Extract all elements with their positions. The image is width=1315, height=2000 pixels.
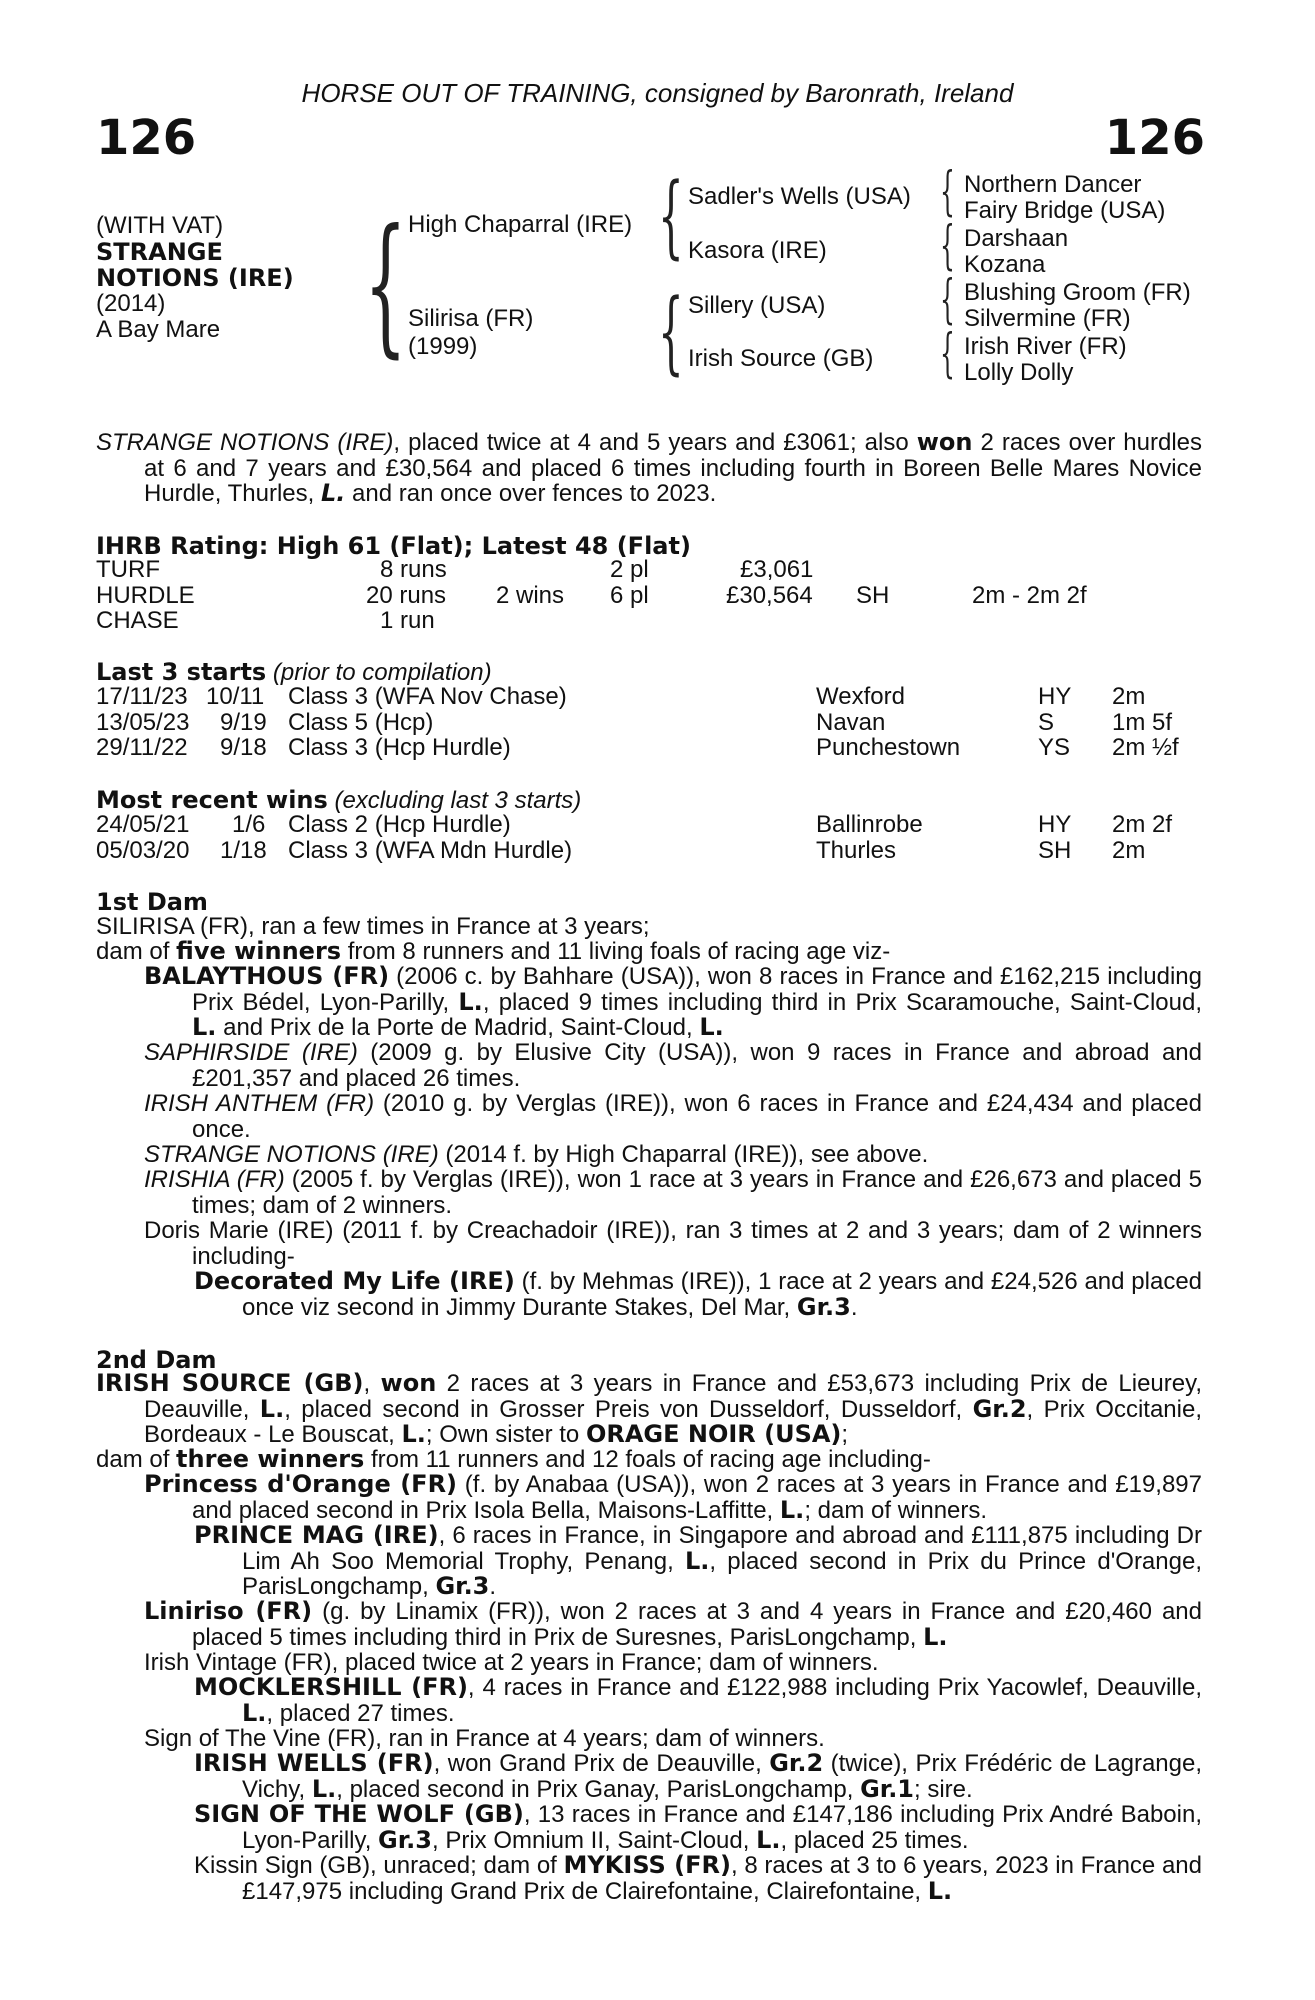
dam2-record xyxy=(96,1371,1202,1448)
cell: Thurles xyxy=(816,836,897,864)
progeny-name: BALAYTHOUS (FR) xyxy=(144,962,390,990)
horse-description: A Bay Mare xyxy=(96,316,221,343)
cell: 2m xyxy=(1112,836,1146,864)
listed-mark: L. xyxy=(259,1394,285,1423)
group-mark: Gr.2 xyxy=(769,1749,824,1777)
cell: 1/18 xyxy=(220,836,267,864)
cell: TURF xyxy=(96,556,160,583)
text: , placed 9 times including third in Prix Scaramouche, Saint-Cloud, xyxy=(482,988,1203,1016)
progeny-entry xyxy=(96,1091,1202,1142)
winners-count: five winners xyxy=(176,937,342,965)
text: , 4 races in France and £122,988 including Prix Yacowlef, Deauville, xyxy=(467,1674,1203,1701)
gg-7: Irish River (FR) xyxy=(964,333,1127,360)
progeny-entry xyxy=(96,1675,1202,1726)
cell: 29/11/22 xyxy=(96,734,188,761)
cell: Wexford xyxy=(816,683,905,710)
cell: Class 3 (WFA Mdn Hurdle) xyxy=(288,836,573,864)
cell: 10/11 xyxy=(206,683,265,710)
group-mark: Gr.3 xyxy=(796,1292,851,1321)
text: , placed second in Prix du Prince d'Orange, ParisLongchamp, xyxy=(242,1547,1202,1600)
cell: CHASE xyxy=(96,607,179,634)
lot-number-right: 126 xyxy=(1104,110,1205,166)
listed-mark: L. xyxy=(927,1876,953,1905)
text: , Prix Occitanie, Bordeaux - Le Bouscat, xyxy=(144,1395,1203,1448)
gg-5: Blushing Groom (FR) xyxy=(964,279,1191,306)
progeny-name: SIGN OF THE WOLF (GB) xyxy=(194,1800,524,1828)
cell: HURDLE xyxy=(96,581,195,609)
text: , placed second in Prix Ganay, ParisLongchamp, xyxy=(336,1775,861,1803)
cell: 1 run xyxy=(380,607,435,634)
progeny-name: MYKISS (FR) xyxy=(563,1851,731,1879)
cell: 1m 5f xyxy=(1112,708,1173,736)
progeny-name: Princess d'Orange (FR) xyxy=(144,1470,458,1498)
text: (f. by Mehmas (IRE)), 1 race at 2 years and £24,526 and placed once viz second in Jimmy Durante Stakes, Del Mar, xyxy=(242,1268,1203,1321)
progeny-name: PRINCE MAG (IRE) xyxy=(194,1521,439,1549)
text: . xyxy=(489,1573,497,1600)
horse-name-line1: STRANGE xyxy=(96,238,223,266)
progeny-entry xyxy=(96,1040,1202,1091)
dam-dam: Irish Source (GB) xyxy=(688,345,874,372)
progeny-name: IRISH WELLS (FR) xyxy=(194,1749,434,1777)
progeny-entry: Irish Vintage (FR), placed twice at 2 years in France; dam of winners. xyxy=(144,1649,879,1676)
progeny-name: IRISHIA (FR) xyxy=(144,1166,285,1193)
dam2-produce-line xyxy=(96,1447,1202,1473)
summary-text: 2 races over hurdles at 6 and 7 years and £30,564 and placed 6 times including fourth in Boreen Belle Mares Novice Hurdle, Thurles, xyxy=(144,429,1202,507)
progeny-entry xyxy=(96,1751,1202,1802)
summary-name: STRANGE NOTIONS (IRE) xyxy=(96,429,394,456)
cell: Punchestown xyxy=(816,734,961,761)
text: (g. by Linamix (FR)), won 2 races at 3 and 4 years in France and £20,460 and placed 5 times including third in Prix de Suresnes, ParisLongchamp, xyxy=(192,1598,1202,1651)
gg-3: Darshaan xyxy=(964,225,1069,252)
cell: SH xyxy=(856,581,890,609)
text: (2014 f. by High Chaparral (IRE)), see above. xyxy=(438,1141,929,1168)
text: dam of xyxy=(96,938,177,965)
listed-mark: L. xyxy=(699,1013,724,1041)
vat-note: (WITH VAT) xyxy=(96,212,224,239)
text: , placed 25 times. xyxy=(780,1826,969,1854)
progeny-name: IRISH ANTHEM (FR) xyxy=(144,1090,375,1117)
cell: Navan xyxy=(816,708,886,736)
progeny-entry xyxy=(96,1802,1202,1853)
text: (2006 c. by Bahhare (USA)), won 8 races in France and £162,215 including Prix Bédel, Lyon-Parilly, xyxy=(192,963,1202,1016)
text: , 8 races at 3 to 6 years, 2023 in France and £147,975 including Grand Prix de Clairefontaine, Clairefontaine, xyxy=(242,1852,1202,1905)
cell: 13/05/23 xyxy=(96,708,190,736)
text: Kissin Sign (GB), unraced; dam of xyxy=(194,1852,564,1879)
cell: 2 pl xyxy=(610,556,649,583)
progeny-entry: Sign of The Vine (FR), ran in France at 4 years; dam of winners. xyxy=(144,1725,825,1752)
pedigree-brace: { xyxy=(940,216,955,276)
cell: 8 runs xyxy=(380,556,447,583)
progeny-entry xyxy=(96,1269,1202,1320)
cell: S xyxy=(1038,708,1055,736)
dam2-heading: 2nd Dam xyxy=(96,1346,217,1374)
cell: 6 pl xyxy=(610,581,649,609)
text: , won Grand Prix de Deauville, xyxy=(433,1750,770,1777)
page-header: HORSE OUT OF TRAINING, consigned by Baronrath, Ireland xyxy=(301,78,1014,108)
rating-heading: IHRB Rating: High 61 (Flat); Latest 48 (Flat) xyxy=(96,532,691,560)
progeny-name: SAPHIRSIDE (IRE) xyxy=(144,1039,358,1066)
won-mark: won xyxy=(380,1369,437,1397)
listed-mark: L. xyxy=(242,1698,267,1727)
listed-mark: L. xyxy=(684,1546,710,1575)
text: , 13 races in France and £147,186 including Prix André Baboin, Lyon-Parilly, xyxy=(242,1801,1203,1854)
dam-year: (1999) xyxy=(408,333,478,360)
text: (2010 g. by Verglas (IRE)), won 6 races in France and £24,434 and placed once. xyxy=(192,1090,1202,1143)
dam1-line2 xyxy=(96,939,1202,965)
progeny-entry xyxy=(96,1853,1202,1904)
horse-identity xyxy=(96,213,294,343)
progeny-entry xyxy=(96,1523,1202,1600)
cell: Class 5 (Hcp) xyxy=(288,708,434,736)
text: , xyxy=(363,1370,381,1397)
listed-mark: L. xyxy=(923,1622,948,1651)
listed-mark: L. xyxy=(320,479,346,507)
pedigree-brace: { xyxy=(658,164,684,269)
dam2-name: IRISH SOURCE (GB) xyxy=(96,1369,364,1397)
gg-1: Northern Dancer xyxy=(964,171,1142,198)
text: , 6 races in France, in Singapore and abroad and £111,875 including Dr Lim Ah Soo Memorial Trophy, Penang, xyxy=(242,1522,1202,1575)
cell: Ballinrobe xyxy=(816,811,923,838)
dam1-line1: SILIRISA (FR), ran a few times in France at 3 years; xyxy=(96,913,650,940)
group-mark: Gr.2 xyxy=(972,1394,1027,1423)
cell: HY xyxy=(1038,811,1072,838)
winners-count: three winners xyxy=(176,1445,365,1473)
progeny-name: Liniriso (FR) xyxy=(144,1597,313,1625)
lot-number-left: 126 xyxy=(96,110,197,166)
cell: Class 3 (WFA Nov Chase) xyxy=(288,683,567,710)
pedigree-brace: { xyxy=(364,198,407,372)
horse-year: (2014) xyxy=(96,290,166,317)
cell: HY xyxy=(1038,683,1072,710)
cell: 9/18 xyxy=(220,734,267,761)
cell: 1/6 xyxy=(232,811,266,838)
listed-mark: L. xyxy=(458,987,483,1016)
group-mark: Gr.1 xyxy=(860,1774,915,1803)
progeny-name: Decorated My Life (IRE) xyxy=(194,1267,515,1295)
cell: YS xyxy=(1038,734,1071,761)
dam-sire: Sillery (USA) xyxy=(688,292,826,319)
heading-text: Last 3 starts xyxy=(96,658,267,686)
summary-won: won xyxy=(916,428,973,456)
summary-text: , placed twice at 4 and 5 years and £3061; also xyxy=(393,429,917,456)
text: (f. by Anabaa (USA)), won 2 races at 3 years in France and £19,897 and placed second in Prix Isola Bella, Maisons-Laffitte, xyxy=(192,1471,1203,1524)
heading-note: (excluding last 3 starts) xyxy=(334,787,582,814)
cell: 2m 2f xyxy=(1112,811,1173,838)
progeny-entry xyxy=(96,1472,1202,1523)
group-mark: Gr.3 xyxy=(435,1572,490,1600)
cell: 17/11/23 xyxy=(96,683,188,710)
cell: £30,564 xyxy=(726,581,813,609)
progeny-entry xyxy=(96,1142,1202,1168)
sire-sire: Sadler's Wells (USA) xyxy=(688,183,911,210)
text: ; Own sister to xyxy=(425,1421,586,1448)
gg-2: Fairy Bridge (USA) xyxy=(964,197,1166,224)
cell: 2 wins xyxy=(496,581,565,609)
listed-mark: L. xyxy=(779,1495,805,1524)
pedigree-brace: { xyxy=(940,162,955,222)
heading-note: (prior to compilation) xyxy=(272,659,492,686)
progeny-entry xyxy=(96,1167,1202,1218)
gg-4: Kozana xyxy=(964,251,1046,278)
text: 2 races at 3 years in France and £53,673 including Prix de Lieurey, Deauville, xyxy=(144,1370,1202,1423)
gg-6: Silvermine (FR) xyxy=(964,305,1131,332)
text: ; dam of winners. xyxy=(804,1496,988,1524)
cell: 9/19 xyxy=(220,708,267,736)
text: , placed second in Grosser Preis von Dusseldorf, Dusseldorf, xyxy=(284,1395,973,1423)
progeny-entry: Doris Marie (IRE) (2011 f. by Creachadoir (IRE)), ran 3 times at 2 and 3 years; dam of 2 winners including- xyxy=(144,1217,1202,1270)
text: (twice), Prix Frédéric de Lagrange, Vichy, xyxy=(242,1750,1202,1803)
cell: 2m ½f xyxy=(1112,734,1179,761)
progeny-name: STRANGE NOTIONS (IRE) xyxy=(144,1141,439,1168)
text: , placed 27 times. xyxy=(266,1699,455,1727)
listed-mark: L. xyxy=(311,1774,337,1803)
dam1-heading: 1st Dam xyxy=(96,888,208,916)
pedigree-brace: { xyxy=(940,324,955,384)
sire-dam: Kasora (IRE) xyxy=(688,237,827,264)
cell: 05/03/20 xyxy=(96,836,190,864)
progeny-entry xyxy=(96,1599,1202,1650)
cell: SH xyxy=(1038,836,1072,864)
listed-mark: L. xyxy=(756,1825,781,1854)
cell: 24/05/21 xyxy=(96,811,190,838)
horse-name-line2: NOTIONS (IRE) xyxy=(96,264,294,292)
listed-mark: L. xyxy=(192,1013,217,1041)
race-summary xyxy=(96,430,1202,507)
text: from 11 runners and 12 foals of racing age including- xyxy=(364,1446,931,1473)
text: , Prix Omnium II, Saint-Cloud, xyxy=(431,1826,757,1854)
text: ; xyxy=(841,1421,849,1448)
gg-8: Lolly Dolly xyxy=(964,359,1074,386)
pedigree-brace: { xyxy=(658,280,684,385)
group-mark: Gr.3 xyxy=(378,1825,432,1854)
cell: 2m xyxy=(1112,683,1146,710)
listed-mark: L. xyxy=(401,1420,426,1448)
summary-text: and ran once over fences to 2023. xyxy=(345,480,717,507)
cell: Class 3 (Hcp Hurdle) xyxy=(288,734,511,761)
text: ; sire. xyxy=(914,1775,973,1803)
cell: £3,061 xyxy=(740,556,814,583)
text: and Prix de la Porte de Madrid, Saint-Cloud, xyxy=(216,1014,700,1041)
dam: Silirisa (FR) xyxy=(408,305,534,332)
text: dam of xyxy=(96,1446,177,1473)
sister-name: ORAGE NOIR (USA) xyxy=(585,1420,842,1448)
text: (2009 g. by Elusive City (USA)), won 9 races in France and abroad and £201,357 and placed 26 times. xyxy=(192,1039,1202,1092)
sire: High Chaparral (IRE) xyxy=(408,211,633,238)
text: from 8 runners and 11 living foals of racing age viz- xyxy=(341,938,891,965)
text: . xyxy=(850,1293,858,1321)
text: (2005 f. by Verglas (IRE)), won 1 race at 3 years in France and £26,673 and placed 5 times; dam of 2 winners. xyxy=(192,1166,1202,1219)
pedigree-brace: { xyxy=(940,270,955,330)
cell: Class 2 (Hcp Hurdle) xyxy=(288,811,511,838)
cell: 20 runs xyxy=(366,581,447,609)
heading-text: Most recent wins xyxy=(96,786,328,814)
cell: 2m - 2m 2f xyxy=(972,581,1087,609)
progeny-entry xyxy=(96,964,1202,1041)
progeny-name: MOCKLERSHILL (FR) xyxy=(194,1673,468,1701)
